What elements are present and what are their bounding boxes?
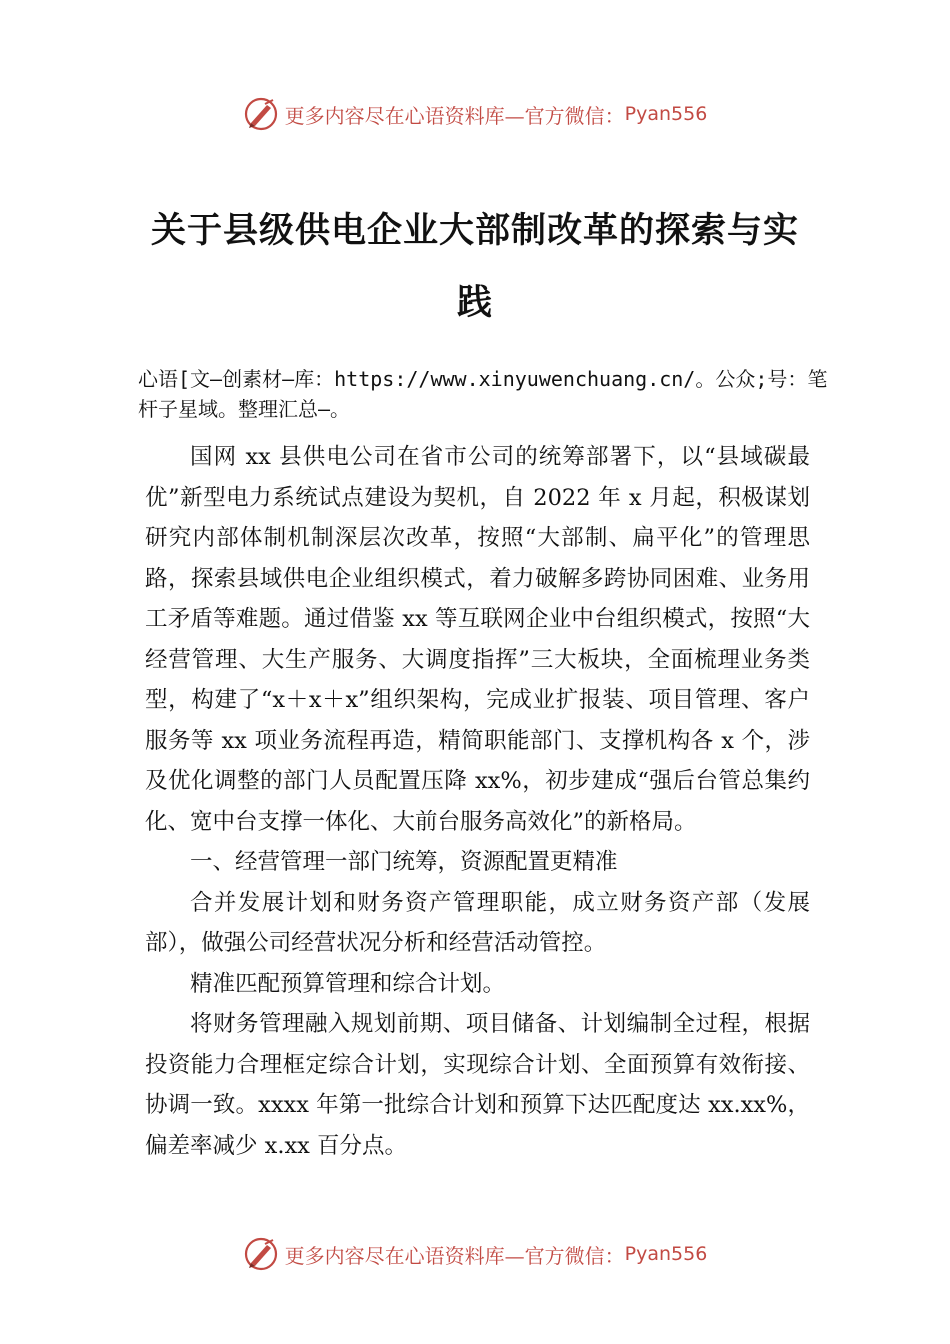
pen-logo-icon xyxy=(243,1236,279,1272)
banner-text: 更多内容尽在心语资料库—官方微信： xyxy=(284,1243,625,1268)
body-paragraph: 合并发展计划和财务资产管理职能，成立财务资产部（发展部），做强公司经营状况分析和经营活动管控。 xyxy=(145,889,810,956)
pen-logo-icon xyxy=(243,96,279,132)
header-watermark-banner xyxy=(0,92,950,136)
section-heading: 一、经营管理一部门统筹，资源配置更精准 xyxy=(190,849,618,875)
banner-wechat-id: Pyan556 xyxy=(624,103,708,125)
document-body xyxy=(145,437,810,1166)
footer-watermark-banner xyxy=(0,1232,950,1276)
body-paragraph: 精准匹配预算管理和综合计划。 xyxy=(190,970,506,997)
body-paragraph: 将财务管理融入规划前期、项目储备、计划编制全过程，根据投资能力合理框定综合计划，实现综合计划、全面预算有效衔接、协调一致。xxxx 年第一批综合计划和预算下达匹配度达 xx.xx%，偏差率减少 x.xx 百分点。 xyxy=(145,1011,810,1159)
body-paragraph: 国网 xx 县供电公司在省市公司的统筹部署下，以“县域碳最优”新型电力系统试点建设为契机，自 2022 年 x 月起，积极谋划研究内部体制机制深层次改革，按照“大部制、扁平化”的管理思路，探索县域供电企业组织模式，着力破解多跨协同困难、业务用工矛盾等难题。通过借鉴 xx 等互联网企业中台组织模式，按照“大经营管理、大生产服务、大调度指挥”三大板块，全面梳理业务类型，构建了“x＋x＋x”组织架构，完成业扩报装、项目管理、客户服务等 xx 项业务流程再造，精简职能部门、支撑机构各 x 个，涉及优化调整的部门人员配置压降 xx%，初步建成“强后台管总集约化、宽中台支撑一体化、大前台服务高效化”的新格局。 xyxy=(145,444,810,835)
source-note: 心语[文—创素材—库：https://www.xinyuwenchuang.cn/。公众;号：笔杆子星域。整理汇总—。 xyxy=(138,367,828,421)
document-title: 关于县级供电企业大部制改革的探索与实践 xyxy=(150,210,799,323)
banner-wechat-id: Pyan556 xyxy=(624,1243,708,1265)
banner-text: 更多内容尽在心语资料库—官方微信： xyxy=(284,103,625,128)
